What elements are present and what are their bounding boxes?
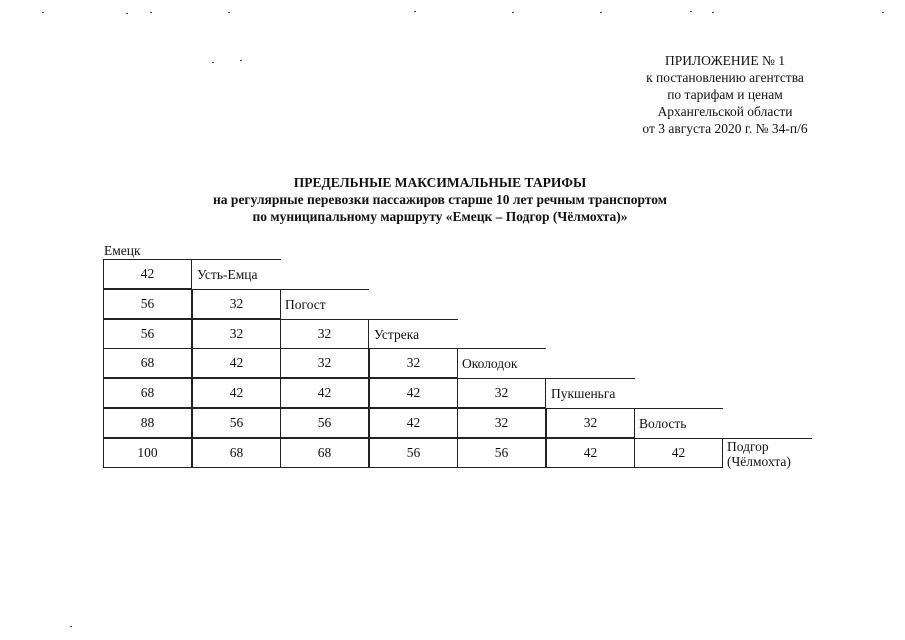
scan-speck xyxy=(882,12,884,13)
stop-rule xyxy=(192,259,281,260)
appendix-line-4: Архангельской области xyxy=(657,104,793,119)
fare-cell: 42 xyxy=(280,378,369,408)
appendix-line-2: к постановлению агентства xyxy=(646,70,804,85)
fare-cell: 68 xyxy=(103,348,192,378)
stop-rule xyxy=(457,348,546,349)
fare-cell: 32 xyxy=(457,408,546,438)
scan-speck xyxy=(712,12,714,13)
scan-speck xyxy=(690,11,692,12)
scan-speck xyxy=(600,12,602,13)
fare-cell: 32 xyxy=(192,319,281,349)
stop-rule xyxy=(723,438,812,439)
fare-cell: 32 xyxy=(457,378,546,408)
appendix-date: от 3 августа 2020 г. № 34-п/6 xyxy=(642,121,808,136)
stop-rule xyxy=(369,319,458,320)
fare-cell: 56 xyxy=(103,289,192,319)
fare-cell: 56 xyxy=(280,408,369,438)
title-subtitle-1: на регулярные перевозки пассажиров старше 10 лет речным транспортом xyxy=(213,192,667,207)
stop-label: Погост xyxy=(285,297,326,312)
stop-label-line: (Чёлмохта) xyxy=(727,454,791,469)
stop-label-line: Подгор xyxy=(727,439,769,454)
scan-speck xyxy=(150,12,152,13)
fare-cell: 100 xyxy=(103,438,192,468)
fare-cell: 42 xyxy=(369,378,458,408)
fare-cell: 42 xyxy=(546,438,635,468)
stop-label: Пукшеньга xyxy=(551,386,616,401)
fare-cell: 68 xyxy=(192,438,281,468)
appendix-number: ПРИЛОЖЕНИЕ № 1 xyxy=(664,53,786,68)
scan-speck xyxy=(512,12,514,13)
fare-cell: 32 xyxy=(369,348,458,378)
stop-label: Околодок xyxy=(462,356,518,371)
fare-cell: 42 xyxy=(103,259,192,289)
fare-cell: 32 xyxy=(280,348,369,378)
fare-cell: 42 xyxy=(369,408,458,438)
fare-cell: 42 xyxy=(634,438,723,468)
stop-rule xyxy=(280,289,369,290)
fare-cell: 68 xyxy=(103,378,192,408)
stop-rule xyxy=(546,378,635,379)
fare-cell: 56 xyxy=(192,408,281,438)
stop-label: Усть-Емца xyxy=(197,267,258,282)
fare-cell: 42 xyxy=(192,348,281,378)
stop-rule xyxy=(634,408,723,409)
title-subtitle-2: по муниципальному маршруту «Емецк – Подгор (Чёлмохта)» xyxy=(252,209,628,224)
stop-label: Волость xyxy=(639,416,687,431)
scan-speck xyxy=(414,11,416,12)
fare-cell: 32 xyxy=(192,289,281,319)
stop-label: Устрека xyxy=(374,327,420,342)
fare-cell: 56 xyxy=(457,438,546,468)
title-main: ПРЕДЕЛЬНЫЕ МАКСИМАЛЬНЫЕ ТАРИФЫ xyxy=(293,175,587,190)
fare-cell: 88 xyxy=(103,408,192,438)
fare-cell: 32 xyxy=(280,319,369,349)
scan-speck xyxy=(228,12,230,13)
fare-cell: 56 xyxy=(103,319,192,349)
stop-label xyxy=(727,439,791,469)
fare-cell: 32 xyxy=(546,408,635,438)
fare-cell: 56 xyxy=(369,438,458,468)
appendix-line-3: по тарифам и ценам xyxy=(667,87,783,102)
stop-label: Емецк xyxy=(104,243,141,258)
scan-speck xyxy=(126,13,128,14)
scan-speck xyxy=(240,60,242,61)
fare-cell: 68 xyxy=(280,438,369,468)
fare-cell: 42 xyxy=(192,378,281,408)
scan-speck xyxy=(212,62,214,63)
scan-speck xyxy=(42,12,44,13)
scan-speck xyxy=(70,626,72,627)
